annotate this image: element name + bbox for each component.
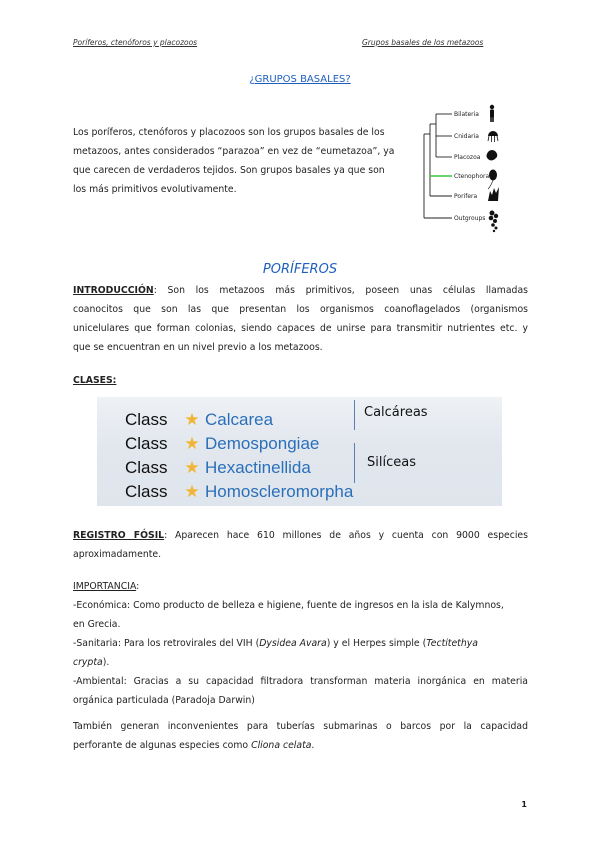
tree-label-placozoa: Placozoa [454, 154, 481, 161]
tree-label-outgroups: Outgroups [454, 215, 486, 222]
inconvenientes-line [73, 736, 528, 755]
class-name: Homoscleromorpha [205, 482, 354, 501]
class-word: Class [125, 482, 168, 501]
fosil-paragraph [73, 526, 528, 564]
importancia-heading [73, 577, 533, 596]
importancia-colon: : [136, 581, 140, 592]
star-icon: ★ [184, 410, 200, 429]
inconvenientes-line: También generan inconvenientes para tuberías submarinas o barcos por la capacidad [73, 721, 528, 732]
intro-line: coanocitos que son las que presentan los organismos coanoflagelados (organismos [73, 304, 528, 315]
header-left: Poríferos, ctenóforos y placozoos [73, 38, 198, 47]
page-number: 1 [521, 800, 527, 809]
clases-label: CLASES: [73, 375, 117, 386]
star-icon: ★ [184, 458, 200, 477]
phylogeny-tree [418, 100, 528, 240]
sanitaria-text: ). [102, 657, 110, 668]
star-icon: ★ [184, 434, 200, 453]
star-icon: ★ [184, 482, 200, 501]
class-name: Demospongiae [205, 434, 320, 453]
economica-line: en Grecia. [73, 619, 121, 630]
siliceas-label: Silíceas [367, 455, 416, 470]
species-name: Dysidea Avara [259, 638, 327, 649]
inconvenientes-paragraph [73, 717, 528, 755]
class-row-calcarea [125, 408, 273, 432]
basal-paragraph [73, 123, 413, 199]
comb-jelly-icon [488, 170, 497, 190]
class-row-homoscleromorpha [125, 480, 353, 504]
basal-line: los más primitivos evolutivamente. [73, 184, 237, 195]
class-word: Class [125, 410, 168, 429]
poriferos-title: PORÍFEROS [262, 262, 338, 277]
tree-label-cnidaria: Cnidaria [454, 133, 479, 140]
class-word: Class [125, 434, 168, 453]
divider-line [354, 400, 355, 430]
organism-silhouettes [487, 105, 500, 232]
fosil-line-text: : Aparecen hace 610 millones de años y cuenta con 9000 especies [164, 530, 528, 541]
fosil-line [73, 526, 528, 545]
human-icon [490, 105, 494, 122]
ambiental-line: -Ambiental: Gracias a su capacidad filtradora transforman materia inorgánica en materia [73, 676, 528, 687]
class-row-hexactinellida [125, 456, 311, 480]
sanitaria-text: ) y el Herpes simple ( [326, 638, 427, 649]
sanitaria-text: -Sanitaria: Para los retrovirales del VIH ( [73, 638, 260, 649]
species-name: Cliona celata [251, 740, 312, 751]
sponge-icon [488, 187, 499, 201]
header-right: Grupos basales de los metazoos [362, 38, 484, 47]
species-name: crypta [73, 657, 103, 668]
intro-line: que se encuentran en un nivel previo a los metazoos. [73, 342, 323, 353]
economica-line: -Económica: Como producto de belleza e higiene, fuente de ingresos en la isla de Kalymnos, [73, 600, 504, 611]
placozoa-icon [487, 150, 498, 161]
class-word: Class [125, 458, 168, 477]
basal-line: que carecen de verdaderos tejidos. Son grupos basales ya que son [73, 165, 385, 176]
importancia-label: IMPORTANCIA [73, 581, 137, 592]
inconvenientes-text: perforante de algunas especies como [73, 740, 252, 751]
fosil-line: aproximadamente. [73, 549, 162, 560]
basal-title: ¿GRUPOS BASALES? [249, 74, 351, 85]
classes-figure [97, 397, 502, 506]
intro-paragraph [73, 281, 528, 357]
inconvenientes-text: . [311, 740, 315, 751]
fosil-label: REGISTRO FÓSIL [73, 530, 165, 541]
tree-label-porifera: Porifera [454, 193, 478, 200]
sanitaria-line [73, 634, 533, 653]
intro-line: unicelulares que forman colonias, siendo capaces de unirse para transmitir nutrientes etc. y [73, 323, 528, 334]
intro-line [73, 281, 528, 300]
intro-label: INTRODUCCIÓN [73, 285, 154, 296]
divider-line [354, 443, 355, 483]
basal-line: Los poríferos, ctenóforos y placozoos son los grupos basales de los [73, 127, 385, 138]
tree-label-bilateria: Bilateria [454, 111, 479, 118]
class-name: Calcarea [205, 410, 274, 429]
ambiental-line: orgánica particulada (Paradoja Darwin) [73, 695, 255, 706]
importancia-section [73, 577, 533, 710]
class-row-demospongiae [125, 432, 319, 456]
class-name: Hexactinellida [205, 458, 311, 477]
species-name: Tectitethya [426, 638, 478, 649]
choanoflagellate-icon [489, 211, 499, 233]
tree-branches [424, 114, 452, 218]
calcareas-label: Calcáreas [364, 405, 428, 420]
jellyfish-icon [488, 131, 498, 142]
tree-label-ctenophora: Ctenophora [454, 173, 490, 180]
sanitaria-line [73, 653, 533, 672]
basal-line: metazoos, antes considerados “parazoa” en vez de “eumetazoa”, ya [73, 146, 395, 157]
intro-line-text: : Son los metazoos más primitivos, poseen unas células llamadas [153, 285, 528, 296]
